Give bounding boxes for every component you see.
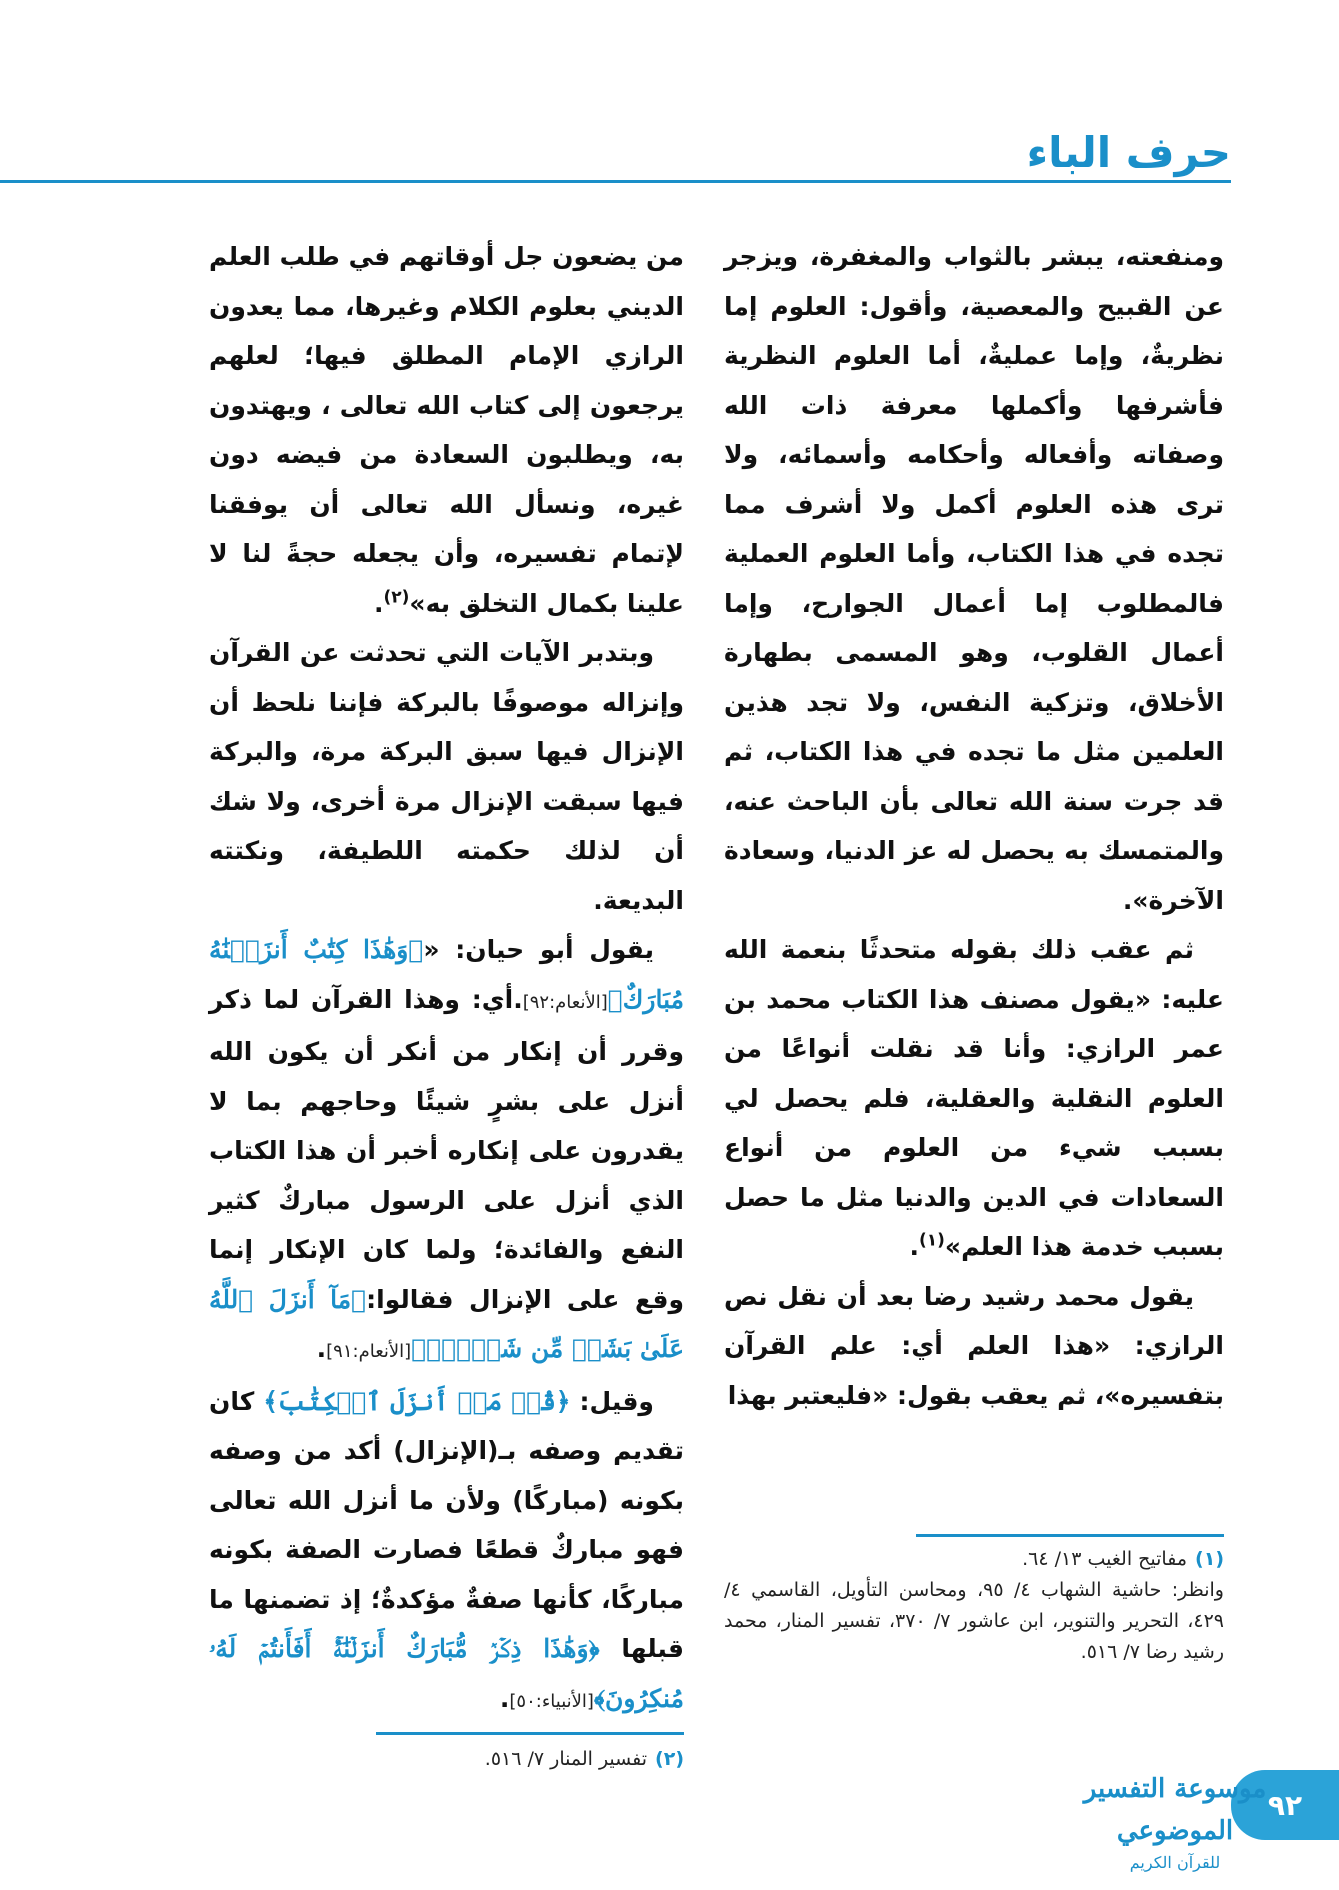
- qeel-intro: وقيل:: [579, 1386, 654, 1416]
- footnote-2-text: تفسير المنار ٧/ ٥١٦.: [484, 1748, 648, 1770]
- left-column: [209, 232, 684, 1726]
- footnote-2-number: (٢): [655, 1748, 684, 1770]
- right-column: [724, 232, 1224, 1420]
- footnote-marker-2[interactable]: (٢): [383, 587, 410, 608]
- right-paragraph-3: يقول محمد رشيد رضا بعد أن نقل نص الرازي: «هذا العلم أي: علم القرآن بتفسيره»، ثم يعقب بقول: «فليعتبر بهذا: [724, 1281, 1224, 1410]
- logo-main-text: موسوعة التفسير الموضوعي: [1083, 1774, 1267, 1846]
- verse-ref-anbiya-50: [الأنبياء:٥٠]: [509, 1690, 594, 1712]
- qeel-text: كان تقديم وصفه بـ(الإنزال) أكد من وصفه بكونه (مباركًا) ولأن ما أنزل الله تعالى فهو مباركٌ قطعًا فصارت الصفة بكونه مباركًا، كأنها صفةٌ مؤكدةٌ؛ إذ تضمنها ما قبلها: [209, 1386, 684, 1663]
- left-paragraph-1-text: من يضعون جل أوقاتهم في طلب العلم الديني بعلوم الكلام وغيرها، مما يعدون الرازي الإمام المطلق فيها؛ لعلهم يرجعون إلى كتاب الله تعالى ، ويهتدون به، ويطلبون السعادة من فيضه دون غيره، ونسأل الله تعالى أن يوفقنا لإتمام تفسيره، وأن يجعله حجةً لنا لا علينا بكمال التخلق به»: [209, 242, 684, 618]
- footnote-rule-right: [916, 1534, 1224, 1537]
- verse-ref-anam-92: [الأنعام:٩٢]: [522, 991, 608, 1013]
- left-paragraph-3-end: .: [316, 1334, 327, 1363]
- verse-ref-anam-91: [الأنعام:٩١]: [326, 1341, 412, 1362]
- quran-verse-anam-92: ﴿وَهَٰذَا كِتَٰبٌ أَنزَلۡنَٰهُ مُبَارَكٌ﴾: [209, 935, 684, 1014]
- page-number: ٩٢: [1231, 1770, 1339, 1840]
- logo-sub-text: للقرآن الكريم: [1129, 1853, 1221, 1872]
- left-paragraph-2: وبتدبر الآيات التي تحدثت عن القرآن وإنزاله موصوفًا بالبركة فإننا نلحظ أن الإنزال فيها سبق البركة مرة، والبركة فيها سبقت الإنزال مرة أخرى، ولا شك أن لذلك حكمته اللطيفة، ونكتته البديعة.: [209, 638, 684, 915]
- footnote-1-text: مفاتيح الغيب ١٣/ ٦٤.: [1022, 1548, 1188, 1570]
- footnote-1-number: (١): [1195, 1548, 1224, 1570]
- footnote-1-continued: وانظر: حاشية الشهاب ٤/ ٩٥، ومحاسن التأويل، القاسمي ٤/ ٤٢٩، التحرير والتنوير، ابن عاشور ٧/ ٣٧٠، تفسير المنار، محمد رشيد رضا ٧/ ٥١٦.: [724, 1579, 1224, 1663]
- footnote-rule-left: [376, 1732, 684, 1735]
- quran-verse-anbiya-50: ﴿وَهَٰذَا ذِكۡرٞ مُّبَارَكٌ أَنزَلۡنَٰهُۚ أَفَأَنتُمۡ لَهُۥ مُنكِرُونَ﴾: [209, 1634, 684, 1713]
- encyclopedia-logo: [1040, 1768, 1310, 1872]
- left-paragraph-4: [209, 1377, 684, 1727]
- footnote-marker-1[interactable]: (١): [918, 1230, 945, 1251]
- left-paragraph-1: [209, 232, 684, 628]
- left-paragraph-3: [209, 925, 684, 1377]
- left-paragraph-4-end: .: [499, 1683, 510, 1713]
- right-paragraph-2: [724, 925, 1224, 1272]
- header-title: حرف الباء: [1026, 128, 1231, 177]
- abu-hayyan-text: .أي: وهذا القرآن لما ذكر وقرر أن إنكار من أنكر أن يكون الله أنزل على بشرٍ شيئًا وحاجهم بما لا يقدرون على إنكاره أخبر أن هذا الكتاب الذي أنزل على الرسول مباركٌ كثير النفع والفائدة؛ ولما كان الإنكار إنما وقع على الإنزال فقالوا:: [209, 984, 684, 1314]
- page-header: [0, 120, 1339, 188]
- abu-hayyan-intro: يقول أبو حيان: «: [423, 935, 654, 964]
- footnote-1: [724, 1544, 1224, 1575]
- footnotes-right: [724, 1544, 1224, 1668]
- footnote-2: [209, 1744, 684, 1775]
- right-paragraph-2-end: .: [909, 1232, 919, 1261]
- quran-verse-qul: ﴿قُلۡ مَنۡ أَنزَلَ ٱلۡكِتَٰبَ﴾: [263, 1386, 571, 1416]
- footnotes-left: [209, 1744, 684, 1775]
- right-paragraph-2-text: ثم عقب ذلك بقوله متحدثًا بنعمة الله عليه: «يقول مصنف هذا الكتاب محمد بن عمر الرازي: وأنا قد نقلت أنواعًا من العلوم النقلية والعقلية، فلم يحصل لي بسبب شيء من العلوم من أنواع السعادات في الدين والدنيا مثل ما حصل بسبب خدمة هذا العلم»: [724, 935, 1224, 1261]
- header-rule: [0, 180, 1231, 183]
- quran-verse-anam-91: ﴿مَآ أَنزَلَ ٱللَّهُ عَلَىٰ بَشَرٖ مِّن شَيۡءٖۗ﴾: [209, 1284, 684, 1363]
- right-paragraph-1: ومنفعته، يبشر بالثواب والمغفرة، ويزجر عن القبيح والمعصية، وأقول: العلوم إما نظريةٌ، وإما عمليةٌ، أما العلوم النظرية فأشرفها وأكملها معرفة ذات الله وصفاته وأفعاله وأحكامه وأسمائه، ولا ترى هذه العلوم أكمل ولا أشرف مما تجده في هذا الكتاب، وأما العلوم العملية فالمطلوب إما أعمال الجوارح، وإما أعمال القلوب، وهو المسمى بطهارة الأخلاق، وتزكية النفس، ولا تجد هذين العلمين مثل ما تجده في هذا الكتاب، ثم قد جرت سنة الله تعالى بأن الباحث عنه، والمتمسك به يحصل له عز الدنيا، وسعادة الآخرة».: [724, 242, 1224, 915]
- left-paragraph-1-end: .: [373, 588, 384, 618]
